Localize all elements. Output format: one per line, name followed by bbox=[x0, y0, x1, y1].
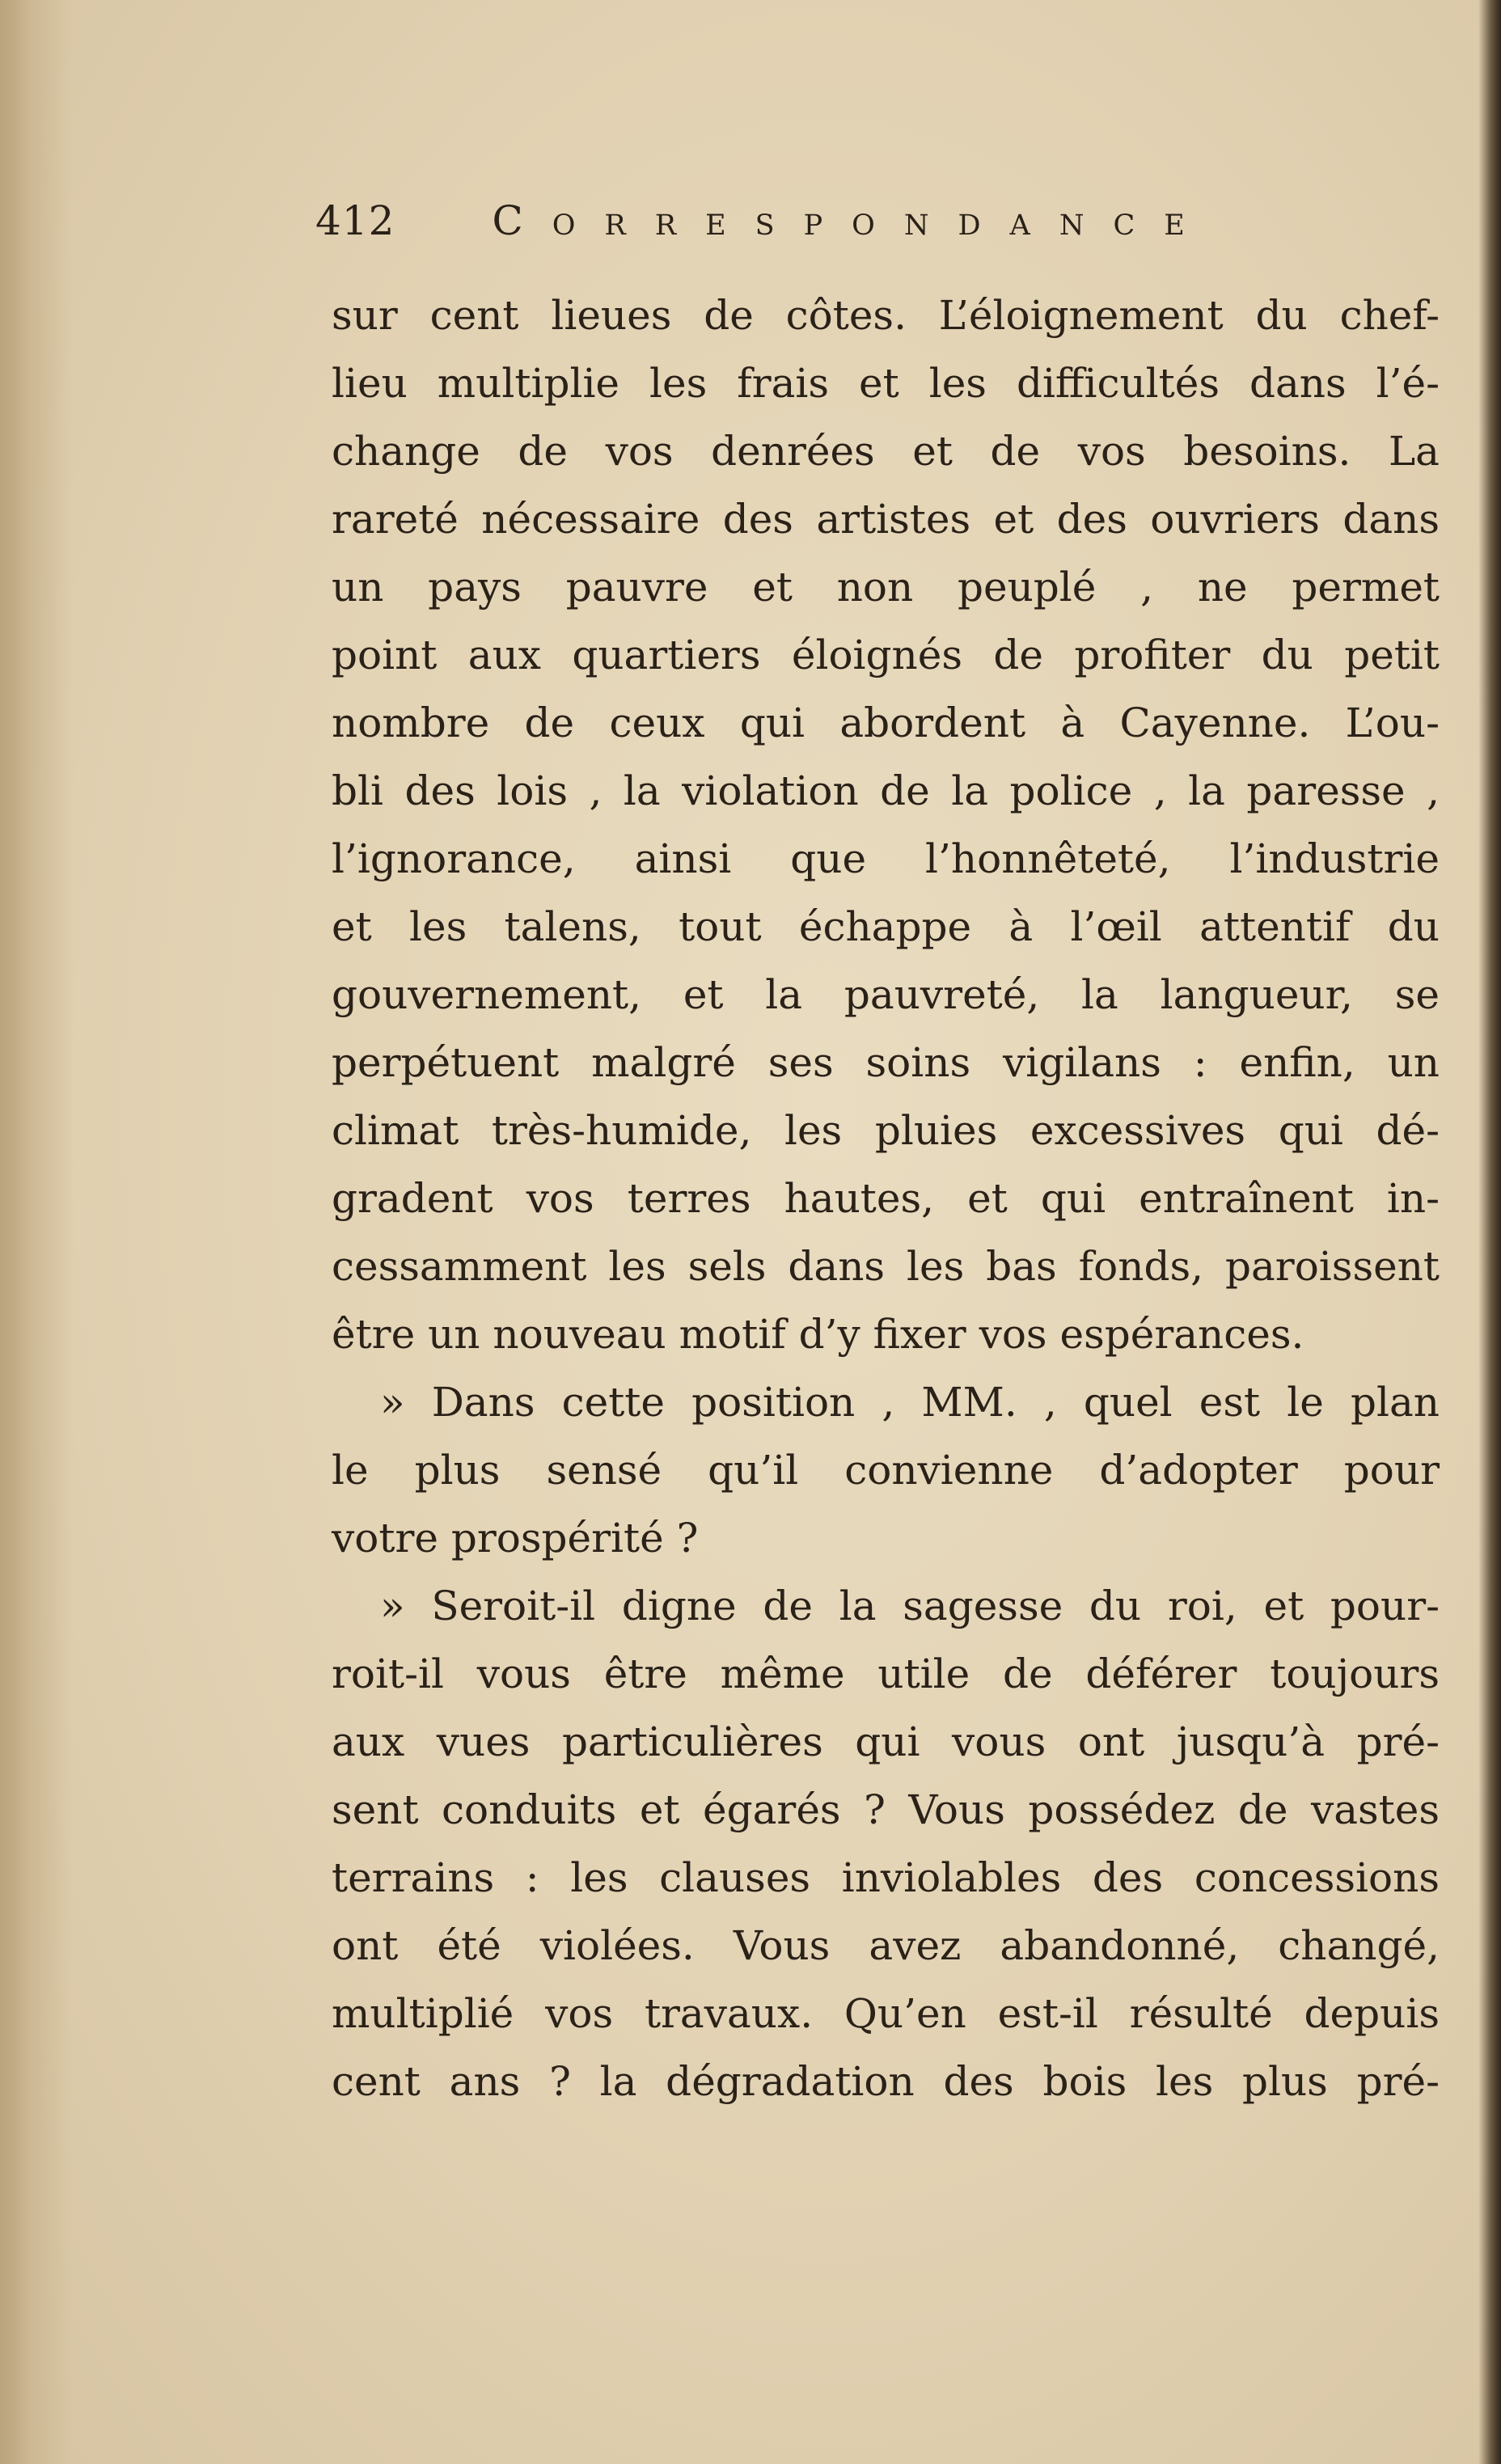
running-header bbox=[315, 197, 1351, 262]
text-line: multiplié vos travaux. Qu’en est-il résulté depuis bbox=[332, 1990, 1440, 2037]
text-line: nombre de ceux qui abordent à Cayenne. L’ou- bbox=[332, 699, 1440, 746]
text-line: sur cent lieues de côtes. L’éloignement du chef- bbox=[332, 292, 1440, 339]
text-line: » Dans cette position , MM. , quel est le plan bbox=[380, 1379, 1440, 1426]
text-line: votre prospérité ? bbox=[332, 1515, 699, 1562]
text-line: être un nouveau motif d’y fixer vos espérances. bbox=[332, 1311, 1304, 1358]
text-line: rareté nécessaire des artistes et des ouvriers dans bbox=[332, 496, 1440, 543]
text-line: point aux quartiers éloignés de profiter du petit bbox=[332, 632, 1440, 678]
text-line: terrains : les clauses inviolables des concessions bbox=[332, 1854, 1440, 1901]
text-line: un pays pauvre et non peuplé , ne permet bbox=[332, 564, 1440, 611]
binding-gutter bbox=[0, 0, 73, 2464]
text-line: bli des lois , la violation de la police , la paresse , bbox=[332, 767, 1440, 814]
text-line: cessamment les sels dans les bas fonds, paroissent bbox=[332, 1243, 1440, 1290]
text-line: » Seroit-il digne de la sagesse du roi, et pour- bbox=[380, 1583, 1440, 1629]
text-line: gouvernement, et la pauvreté, la langueur, se bbox=[332, 971, 1440, 1018]
text-line: lieu multiplie les frais et les difficultés dans l’é- bbox=[332, 360, 1440, 407]
text-line: gradent vos terres hautes, et qui entraînent in- bbox=[332, 1175, 1440, 1222]
text-line: perpétuent malgré ses soins vigilans : enfin, un bbox=[332, 1039, 1440, 1086]
text-line: roit-il vous être même utile de déférer toujours bbox=[332, 1650, 1440, 1697]
text-line: climat très-humide, les pluies excessives qui dé- bbox=[332, 1107, 1440, 1154]
text-line: ont été violées. Vous avez abandonné, changé, bbox=[332, 1922, 1440, 1969]
page-number: 412 bbox=[315, 197, 395, 244]
body-text bbox=[332, 281, 1440, 2115]
page-edge-shadow bbox=[1478, 0, 1501, 2464]
text-line: et les talens, tout échappe à l’œil attentif du bbox=[332, 903, 1440, 950]
text-line: l’ignorance, ainsi que l’honnêteté, l’industrie bbox=[332, 835, 1440, 882]
text-line: change de vos denrées et de vos besoins. La bbox=[332, 428, 1440, 475]
text-line: cent ans ? la dégradation des bois les plus pré- bbox=[332, 2058, 1440, 2105]
text-line: aux vues particulières qui vous ont jusqu’à pré- bbox=[332, 1718, 1440, 1765]
text-line: sent conduits et égarés ? Vous possédez de vastes bbox=[332, 1786, 1440, 1833]
running-title: Correspondance bbox=[492, 197, 1214, 244]
text-line: le plus sensé qu’il convienne d’adopter pour bbox=[332, 1447, 1440, 1494]
